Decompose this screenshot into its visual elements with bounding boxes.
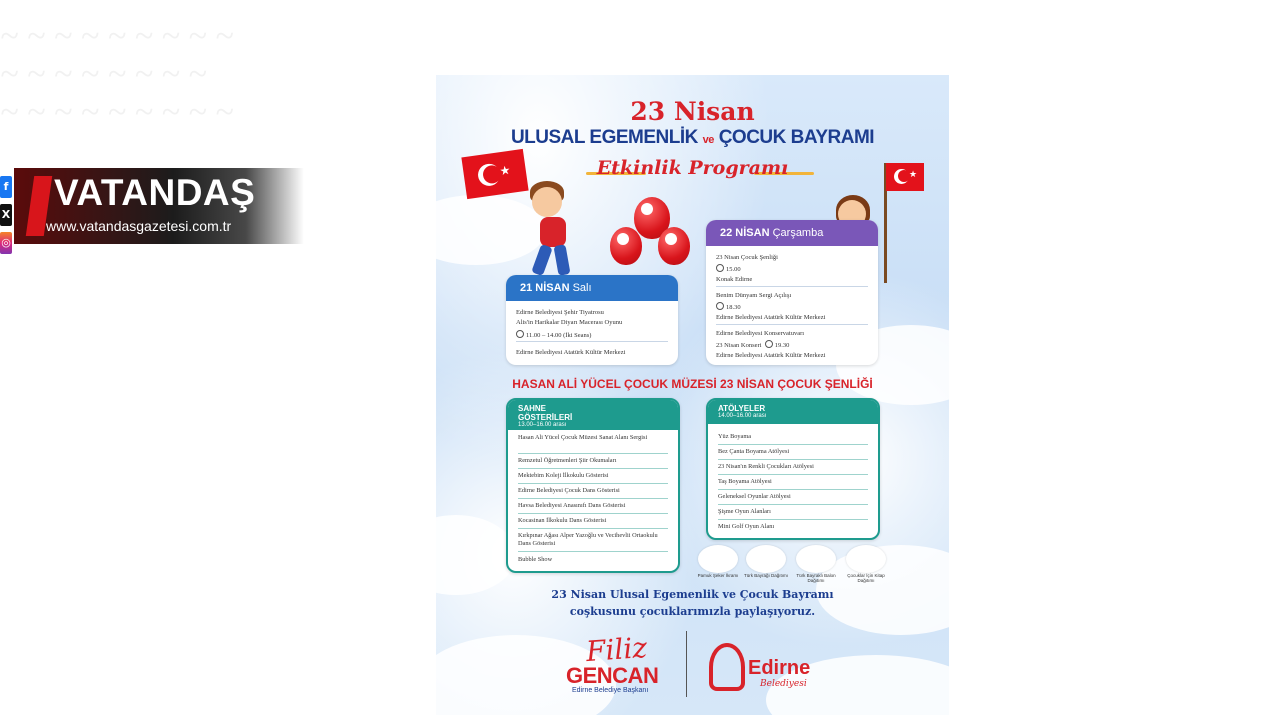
clock-icon: [765, 340, 773, 348]
closing-line-1: 23 Nisan Ulusal Egemenlik ve Çocuk Bayramı: [551, 588, 834, 601]
turkish-flag-icon: [746, 545, 786, 573]
poster-title-main: [436, 127, 949, 149]
day-21-line: Alis'in Harikalar Diyarı Macerası Oyunu: [516, 319, 623, 326]
social-rail: [0, 176, 14, 260]
workshop-item: 23 Nisan'ın Renkli Çocukları Atölyesi: [718, 463, 814, 470]
stage-item: Havsa Belediyesi Anasınıfı Dans Gösterisi: [518, 502, 626, 509]
day-21-date: 21 NİSAN: [520, 282, 570, 294]
signature-divider: [686, 631, 687, 697]
turkish-flag-icon: ★: [886, 163, 924, 191]
title-part-1: ULUSAL EGEMENLİK: [510, 127, 698, 148]
event-poster: [436, 75, 949, 715]
day-22-line: 18.30: [716, 302, 741, 311]
cotton-candy-icon: [698, 545, 738, 573]
background-ghost-text: ~ ~ ~ ~ ~ ~ ~ ~ ~ ~ ~ ~ ~ ~ ~ ~ ~ ~ ~ ~ ~ ~ ~ ~ ~ ~: [0, 18, 234, 131]
brand-name: VATANDAŞ: [54, 172, 256, 213]
title-ve: ve: [702, 134, 714, 146]
stage-shows-header: [508, 400, 678, 430]
workshop-item: Bez Çanta Boyama Atölyesi: [718, 448, 790, 455]
day-22-date: 22 NİSAN: [720, 227, 770, 239]
workshop-item: Geleneksel Oyunlar Atölyesi: [718, 493, 791, 500]
stage-item: Kocasinan İlkokulu Dans Gösterisi: [518, 517, 607, 524]
turkish-flag-icon: ★: [461, 149, 528, 199]
x-icon[interactable]: X: [0, 204, 12, 226]
workshop-item: Taş Boyama Atölyesi: [718, 478, 772, 485]
giveaway-label: Türk Bayraklı Balon Dağıtımı: [796, 573, 836, 583]
balloon-icon: [610, 227, 642, 265]
balloon-icon: [658, 227, 690, 265]
day-22-line: Benim Dünyam Sergi Açılışı: [716, 292, 792, 299]
workshops-time: 14.00–16.00 arası: [718, 413, 767, 419]
day-22-line: Konak Edirne: [716, 276, 753, 283]
signature-last-name: GENCAN: [566, 663, 659, 688]
signature-first-name: Filiz: [584, 630, 649, 669]
day-22-line: Edirne Belediyesi Atatürk Kültür Merkezi: [716, 314, 826, 321]
stage-shows-card: [506, 398, 680, 573]
day-22-line: Edirne Belediyesi Konservatuvarı: [716, 330, 805, 337]
giveaway-label: Çocuklar İçin Kitap Dağıtımı: [847, 573, 885, 583]
title-part-2: ÇOCUK BAYRAMI: [718, 127, 875, 148]
workshop-item: Şişme Oyun Alanları: [718, 508, 771, 515]
signature-title: Edirne Belediye Başkanı: [572, 687, 649, 694]
stage-title-2: GÖSTERİLERİ: [518, 413, 573, 422]
clock-icon: [516, 330, 524, 338]
poster-title-program: Etkinlik Programı: [596, 157, 789, 179]
museum-festival-title: HASAN ALİ YÜCEL ÇOCUK MÜZESİ 23 NİSAN ÇOCUK ŞENLİĞİ: [512, 377, 873, 391]
day-21-line: Edirne Belediyesi Şehir Tiyatrosu: [516, 309, 604, 316]
day-21-weekday: Salı: [572, 282, 592, 294]
clock-icon: [716, 302, 724, 310]
day-card-21-header: [506, 275, 678, 301]
stage-item: Edirne Belediyesi Çocuk Dans Gösterisi: [518, 487, 620, 494]
brand-banner[interactable]: [14, 168, 304, 244]
brand-url: www.vatandasgazetesi.com.tr: [46, 218, 232, 234]
day-21-line: 11.00 – 14.00 (İki Seans): [516, 330, 591, 339]
workshop-item: Yüz Boyama: [718, 433, 752, 440]
day-22-line: Edirne Belediyesi Atatürk Kültür Merkezi: [716, 352, 826, 359]
clock-icon: [716, 264, 724, 272]
workshops-header: [708, 400, 878, 424]
day-22-line: 15.00: [716, 264, 741, 273]
giveaway-label: Pamuk Şeker İkramı: [697, 573, 739, 578]
day-card-21: [506, 275, 678, 365]
logo-name: Edirne: [748, 657, 811, 679]
day-card-22-header: [706, 220, 878, 246]
stage-item: Remzetul Öğretmenleri Şiir Okumaları: [518, 457, 617, 464]
day-card-22: [706, 220, 878, 365]
stage-time: 13.00–16.00 arası: [518, 422, 567, 428]
facebook-icon[interactable]: f: [0, 176, 12, 198]
stage-item: Mektebim Koleji İlkokulu Gösterisi: [518, 472, 609, 479]
instagram-icon[interactable]: ◎: [0, 232, 12, 254]
stage-item: Bubble Show: [518, 556, 553, 563]
giveaway-label: Türk Bayrağı Dağıtımı: [743, 573, 788, 578]
closing-line-2: coşkusunu çocuklarımızla paylaşıyoruz.: [569, 605, 816, 618]
book-icon: [846, 545, 886, 573]
workshops-card: [706, 398, 880, 540]
stage-item: Hasan Ali Yücel Çocuk Müzesi Sanat Alanı Sergisi: [518, 434, 648, 441]
poster-title-date: 23 Nisan: [630, 97, 755, 126]
day-22-line: 23 Nisan Çocuk Şenliği: [716, 254, 778, 261]
balloon-icon: [796, 545, 836, 573]
workshops-title: ATÖLYELER: [718, 404, 766, 413]
workshop-item: Mini Golf Oyun Alanı: [718, 523, 775, 530]
edirne-logo-icon: [709, 643, 745, 691]
day-22-weekday: Çarşamba: [772, 227, 824, 239]
stage-title-1: SAHNE: [518, 404, 547, 413]
day-22-line: 23 Nisan Konseri 19.30: [716, 342, 790, 349]
stage-item: Kırkpınar Ağası Alper Yazoğlu ve Vecihevlii Ortaokulu Dans Gösterisi: [518, 532, 658, 547]
logo-subtitle: Belediyesi: [760, 679, 807, 689]
day-21-line: Edirne Belediyesi Atatürk Kültür Merkezi: [516, 349, 626, 356]
